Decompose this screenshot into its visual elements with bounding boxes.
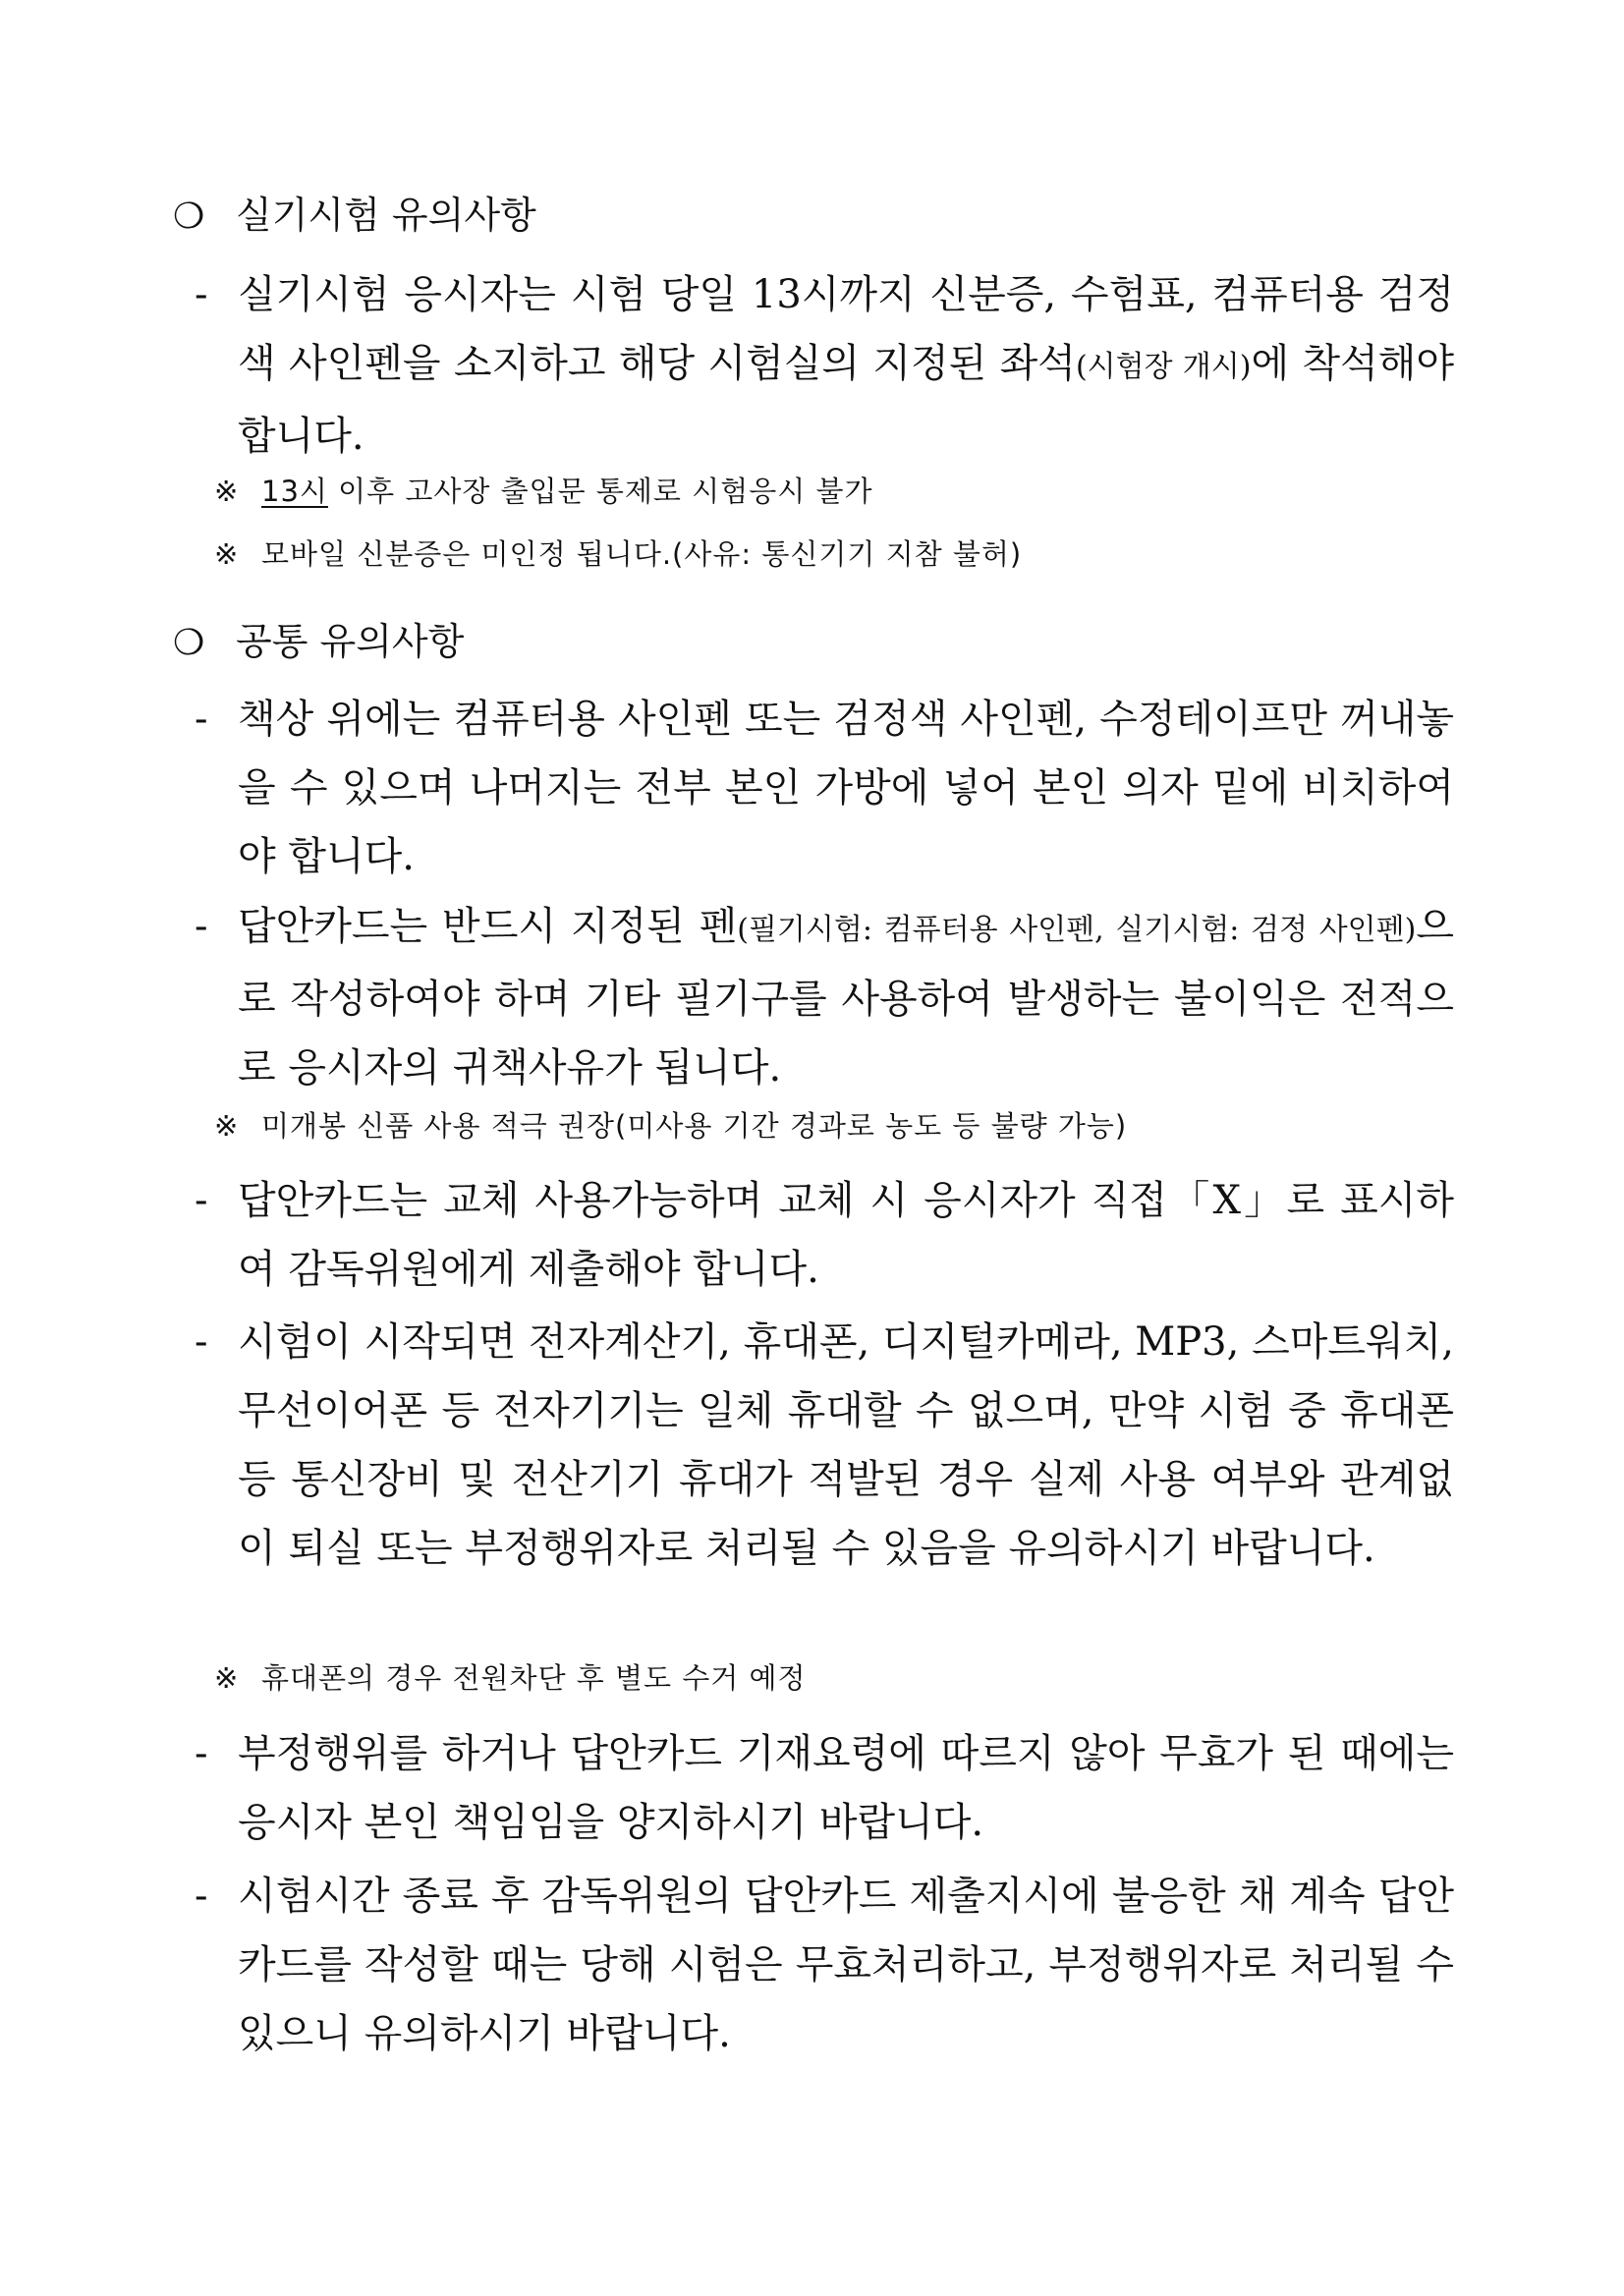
notice-item-common-5	[195, 1719, 1454, 1857]
notice-item-common-6	[195, 1862, 1454, 2068]
notice-text: 시험시간 종료 후 감독위원의 답안카드 제출지시에 불응한 채 계속 답안카드를 작성할 때는 당해 시험은 무효처리하고, 부정행위자로 처리될 수 있으니 유의하시기 바랍니다.	[238, 1874, 1454, 2056]
circle-bullet-icon: ❍	[173, 196, 205, 237]
section-heading-common	[173, 617, 464, 668]
circle-bullet-icon: ❍	[173, 623, 205, 663]
notice-text: 답안카드는 교체 사용가능하며 교체 시 응시자가 직접「X」로 표시하여 감독위원에게 제출해야 합니다.	[238, 1178, 1454, 1292]
section-title: 공통 유의사항	[236, 620, 465, 663]
notice-text-small: (시험장 개시)	[1075, 350, 1252, 384]
note-text: 모바일 신분증은 미인정 됩니다.(사유: 통신기기 지참 불허)	[261, 537, 1023, 571]
section-heading-practical	[173, 191, 536, 242]
notice-text-small: (필기시험: 컴퓨터용 사인펜, 실기시험: 검정 사인펜)	[737, 913, 1417, 947]
notice-item-common-2	[195, 892, 1454, 1102]
reference-mark: ※	[214, 475, 240, 508]
note-text: 이후 고사장 출입문 통제로 시험응시 불가	[327, 475, 873, 508]
notice-text: 부정행위를 하거나 답안카드 기재요령에 따르지 않아 무효가 된 때에는 응시자 본인 책임임을 양지하시기 바랍니다.	[238, 1731, 1454, 1845]
note-text: 미개봉 신품 사용 적극 권장(미사용 기간 경과로 농도 등 불량 가능)	[261, 1109, 1128, 1143]
dash-bullet: -	[195, 1319, 208, 1365]
reference-mark: ※	[214, 537, 240, 571]
notice-text	[238, 260, 1454, 471]
note-practical-1	[214, 470, 872, 513]
note-practical-2	[214, 532, 1022, 576]
reference-mark: ※	[214, 1109, 240, 1143]
dash-bullet: -	[195, 697, 208, 742]
notice-text-end: 으로 작성하여야 하며 기타 필기구를 사용하여 발생하는 불이익은 전적으로 응시자의 귀책사유가 됩니다.	[238, 904, 1454, 1091]
notice-text-end: 에 착석해야 합니다.	[238, 341, 1454, 459]
notice-item-common-1	[195, 685, 1454, 891]
dash-bullet: -	[195, 904, 208, 949]
note-underlined-time: 13시	[261, 475, 328, 508]
notice-text-main: 답안카드는 반드시 지정된 펜	[238, 904, 738, 949]
section-title: 실기시험 유의사항	[236, 194, 536, 237]
notice-item-common-3	[195, 1166, 1454, 1304]
note-common-1	[214, 1104, 1127, 1148]
dash-bullet: -	[195, 1731, 208, 1776]
notice-text: 시험이 시작되면 전자계산기, 휴대폰, 디지털카메라, MP3, 스마트워치, 무선이어폰 등 전자기기는 일체 휴대할 수 없으며, 만약 시험 중 휴대폰 등 통신장비 및 전산기기 휴대가 적발된 경우 실제 사용 여부와 관계없이 퇴실 또는 부정행위자로 처리될 수 있음을 유의하시기 바랍니다.	[238, 1319, 1454, 1571]
notice-text: 책상 위에는 컴퓨터용 사인펜 또는 검정색 사인펜, 수정테이프만 꺼내놓을 수 있으며 나머지는 전부 본인 가방에 넣어 본인 의자 밑에 비치하여야 합니다.	[238, 697, 1454, 879]
dash-bullet: -	[195, 1874, 208, 1919]
note-common-2	[214, 1656, 807, 1700]
notice-item-common-4	[195, 1308, 1454, 1583]
dash-bullet: -	[195, 1178, 208, 1223]
reference-mark: ※	[214, 1661, 240, 1695]
notice-text-main: 실기시험 응시자는 시험 당일 13시까지 신분증, 수험표, 컴퓨터용 검정색 사인펜을 소지하고 해당 시험실의 지정된 좌석	[238, 272, 1454, 386]
notice-text	[238, 892, 1454, 1102]
note-text: 휴대폰의 경우 전원차단 후 별도 수거 예정	[261, 1661, 807, 1695]
notice-item-practical-1	[195, 260, 1454, 471]
dash-bullet: -	[195, 272, 208, 317]
